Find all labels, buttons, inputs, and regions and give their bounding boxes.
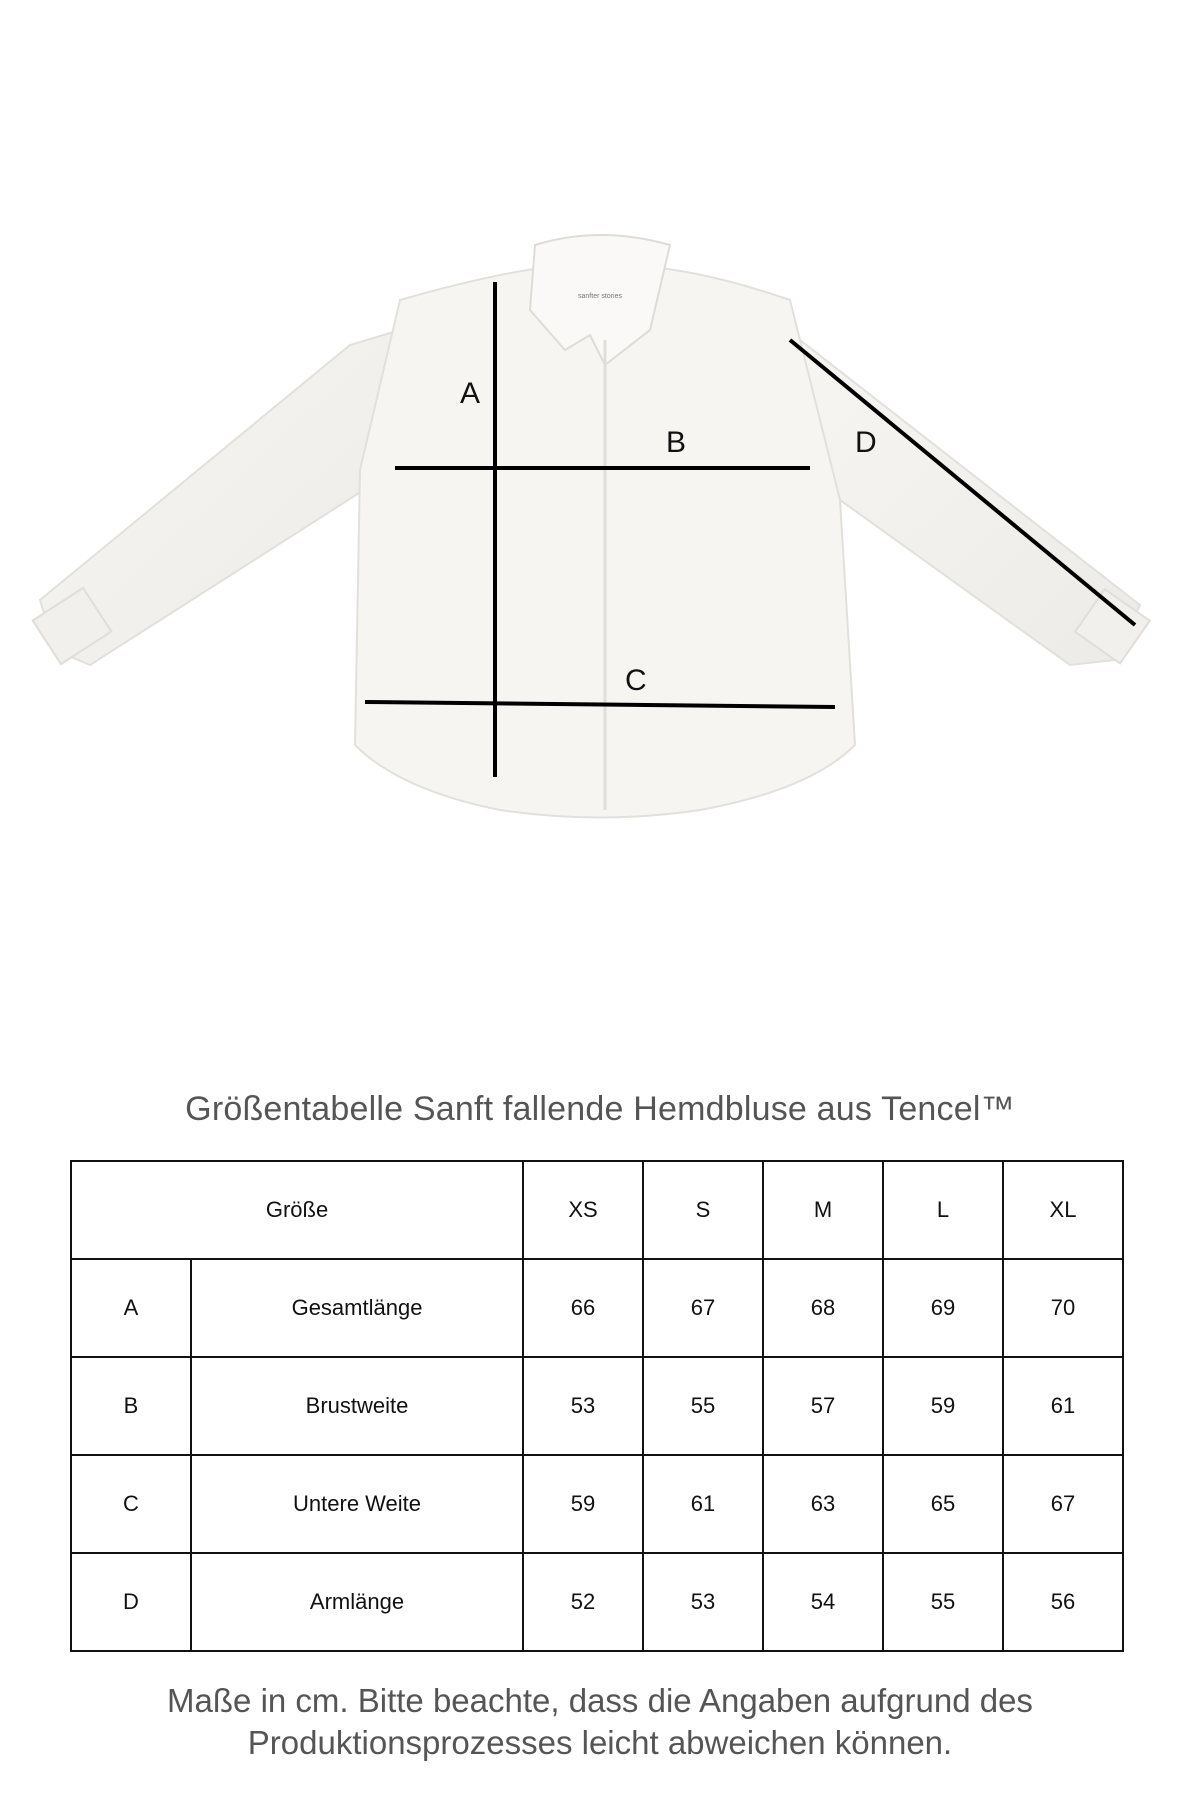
table-row — [71, 1455, 1123, 1553]
row-value: 70 — [1003, 1259, 1123, 1357]
row-code: A — [71, 1259, 191, 1357]
table-row — [71, 1259, 1123, 1357]
row-value: 59 — [523, 1455, 643, 1553]
row-name: Untere Weite — [191, 1455, 523, 1553]
measure-label-b: B — [666, 426, 687, 459]
row-name: Brustweite — [191, 1357, 523, 1455]
chart-title: Größentabelle Sanft fallende Hemdbluse aus Tencel™ — [185, 1090, 1015, 1128]
size-header-m: M — [763, 1161, 883, 1259]
size-table — [70, 1160, 1124, 1652]
row-value: 68 — [763, 1259, 883, 1357]
row-value: 67 — [643, 1259, 763, 1357]
measure-label-a: A — [460, 377, 481, 410]
row-name: Gesamtlänge — [191, 1259, 523, 1357]
row-value: 55 — [883, 1553, 1003, 1651]
size-header-cell: Größe — [71, 1161, 523, 1259]
table-row — [71, 1357, 1123, 1455]
table-header-row — [71, 1161, 1123, 1259]
measure-label-c: C — [625, 664, 647, 697]
row-value: 61 — [1003, 1357, 1123, 1455]
row-value: 65 — [883, 1455, 1003, 1553]
row-value: 69 — [883, 1259, 1003, 1357]
row-value: 54 — [763, 1553, 883, 1651]
row-value: 53 — [523, 1357, 643, 1455]
measurement-note — [0, 1680, 1200, 1764]
table-row — [71, 1553, 1123, 1651]
note-line-1: Maße in cm. Bitte beachte, dass die Angaben aufgrund des — [167, 1682, 1033, 1719]
row-name: Armlänge — [191, 1553, 523, 1651]
row-value: 52 — [523, 1553, 643, 1651]
row-code: D — [71, 1553, 191, 1651]
row-value: 61 — [643, 1455, 763, 1553]
size-header-xs: XS — [523, 1161, 643, 1259]
row-value: 66 — [523, 1259, 643, 1357]
row-value: 57 — [763, 1357, 883, 1455]
row-value: 59 — [883, 1357, 1003, 1455]
row-code: B — [71, 1357, 191, 1455]
brand-tag: sanfter stories — [578, 293, 622, 300]
row-code: C — [71, 1455, 191, 1553]
size-header-xl: XL — [1003, 1161, 1123, 1259]
row-value: 55 — [643, 1357, 763, 1455]
row-value: 53 — [643, 1553, 763, 1651]
size-header-s: S — [643, 1161, 763, 1259]
note-line-2: Produktionsprozesses leicht abweichen können. — [247, 1724, 953, 1761]
measure-label-d: D — [855, 426, 877, 459]
row-value: 67 — [1003, 1455, 1123, 1553]
row-value: 63 — [763, 1455, 883, 1553]
size-header-l: L — [883, 1161, 1003, 1259]
row-value: 56 — [1003, 1553, 1123, 1651]
